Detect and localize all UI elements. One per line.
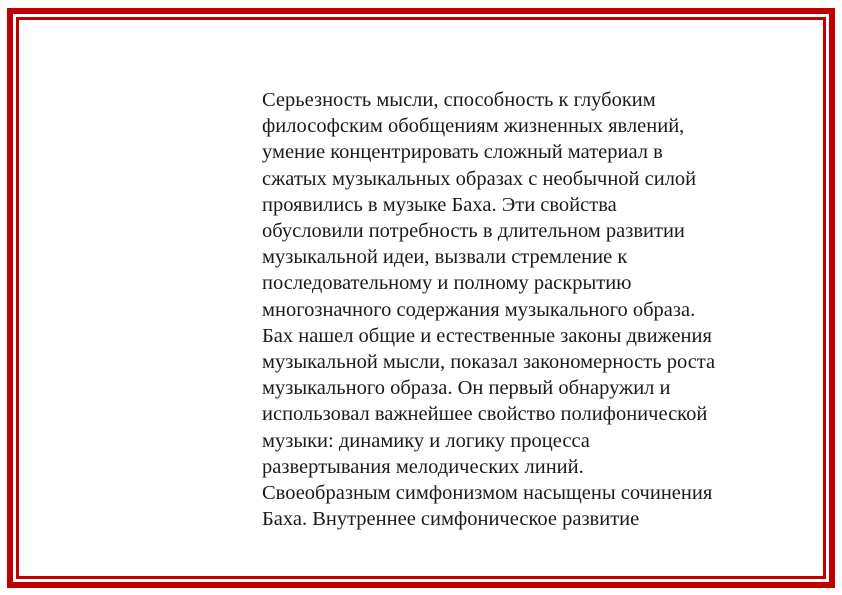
- body-text-line: музыкальной мысли, показал закономерность роста: [262, 351, 716, 374]
- body-text-line: проявились в музыке Баха. Эти свойства: [262, 193, 617, 216]
- body-text-line: Своеобразным симфонизмом насыщены сочинения: [262, 482, 713, 505]
- body-text-line: музыкальной идеи, вызвали стремление к: [262, 246, 628, 269]
- body-text-line: последовательному и полному раскрытию: [262, 272, 632, 295]
- body-text-line: музыки: динамику и логику процесса: [262, 429, 590, 452]
- body-text-line: музыкального образа. Он первый обнаружил и: [262, 377, 671, 400]
- body-text-line: умение концентрировать сложный материал в: [262, 141, 663, 164]
- body-text-line: сжатых музыкальных образах с необычной силой: [262, 167, 697, 190]
- body-text-line: Серьезность мысли, способность к глубоким: [262, 89, 656, 111]
- body-text-line: развертывания мелодических линий.: [262, 455, 584, 478]
- body-text-line: использовал важнейшее свойство полифонической: [262, 403, 708, 426]
- body-text-line: обусловили потребность в длительном развитии: [262, 220, 685, 243]
- body-text: [262, 87, 762, 532]
- body-text-line: многозначного содержания музыкального образа.: [262, 298, 696, 321]
- body-text-line: Баха. Внутреннее симфоническое развитие: [262, 508, 640, 531]
- body-text-line: Бах нашел общие и естественные законы движения: [262, 324, 712, 347]
- body-text-line: философским обобщениям жизненных явлений,: [262, 115, 685, 138]
